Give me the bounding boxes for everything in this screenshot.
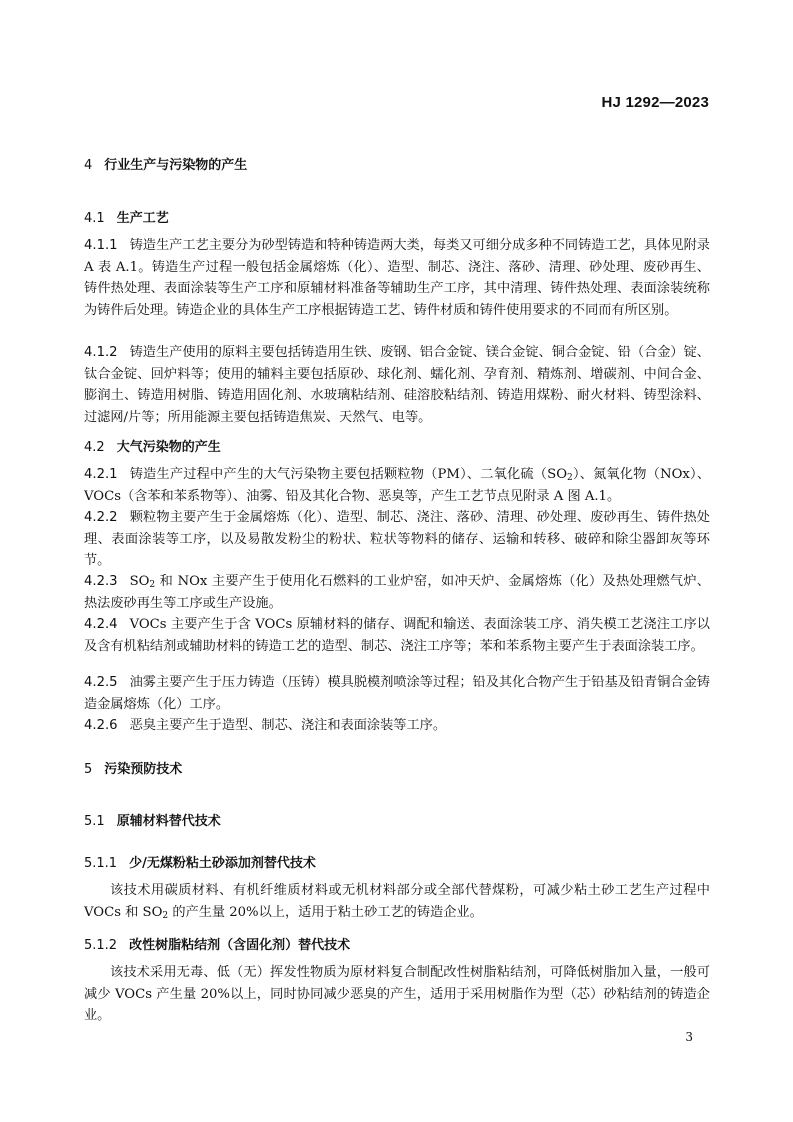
clause-text: 油雾主要产生于压力铸造（压铸）模具脱模剂喷涂等过程；铅及其化合物产生于铅基及铅青铜合金铸造金属熔炼（化）工序。 [84, 675, 710, 712]
paragraph-text-b: 的产生量 20%以上，适用于粘土砂工艺的铸造企业。 [168, 904, 483, 920]
clause-4-1-2 [84, 342, 710, 428]
section-title: 原辅材料替代技术 [116, 814, 221, 829]
section-title: 大气污染物的产生 [116, 440, 221, 455]
clause-4-1-1 [84, 235, 710, 321]
clause-number: 4.1.2 [84, 345, 118, 360]
clause-4-2-3 [84, 571, 710, 614]
page-number: 3 [685, 1030, 693, 1044]
section-4-1-heading [84, 207, 169, 226]
section-5-heading [84, 758, 182, 777]
section-number: 4 [84, 158, 93, 173]
clause-4-2-2 [84, 507, 710, 572]
clause-number: 4.2.6 [84, 718, 118, 733]
section-number: 4.2 [84, 440, 105, 455]
clause-4-2-1 [84, 464, 710, 507]
paragraph-text-a: 该技术用碳质材料、有机纤维质材料或无机材料部分或全部代替煤粉，可减少粘土砂工艺生产过程中 VOCs 和 SO [84, 883, 710, 920]
clause-text-a: SO [129, 574, 150, 589]
clause-text-a: 铸造生产过程中产生的大气污染物主要包括颗粒物（PM）、二氧化硫（SO [129, 467, 568, 482]
section-number: 4.1 [84, 211, 105, 226]
section-5-1-1-heading [84, 852, 316, 871]
section-title: 改性树脂粘结剂（含固化剂）替代技术 [129, 938, 351, 953]
clause-text-b: ）、氮氧化物（NOx）、VOCs（含苯和苯系物等）、油雾、铅及其化合物、恶臭等，产生工艺节点见附录 A 图 A.1。 [84, 467, 711, 504]
section-4-2-heading [84, 436, 221, 455]
section-number: 5.1.2 [84, 938, 118, 953]
section-4-heading [84, 154, 247, 173]
clause-4-2-4 [84, 614, 710, 657]
clause-text: VOCs 主要产生于含 VOCs 原辅材料的储存、调配和输送、表面涂装工序、消失模工艺浇注工序以及含有机粘结剂或辅助材料的铸造工艺的造型、制芯、浇注工序等；苯和苯系物主要产生于表面涂装工序。 [84, 617, 710, 654]
section-number: 5 [84, 762, 93, 777]
clause-number: 4.2.5 [84, 675, 118, 690]
paragraph-5-1-2 [84, 962, 710, 1027]
section-5-1-2-heading [84, 934, 350, 953]
section-title: 生产工艺 [116, 211, 169, 226]
paragraph-text: 该技术采用无毒、低（无）挥发性物质为原材料复合制配改性树脂粘结剂，可降低树脂加入量，一般可减少 VOCs 产生量 20%以上，同时协同减少恶臭的产生，适用于采用树脂作为型（芯）砂粘结剂的铸造企业。 [84, 965, 710, 1023]
section-title: 行业生产与污染物的产生 [104, 158, 248, 173]
clause-4-2-6 [84, 715, 710, 737]
section-title: 少/无煤粉粘土砂添加剂替代技术 [129, 856, 316, 871]
clause-text: 铸造生产使用的原料主要包括铸造用生铁、废钢、铝合金锭、镁合金锭、铜合金锭、铅（合金）锭、钛合金锭、回炉料等；使用的辅料主要包括原砂、球化剂、蠕化剂、孕育剂、精炼剂、增碳剂、中间合金、膨润土、铸造用树脂、铸造用固化剂、水玻璃粘结剂、硅溶胶粘结剂、铸造用煤粉、耐火材料、铸型涂料、过滤网/片等；所用能源主要包括铸造焦炭、天然气、电等。 [84, 345, 710, 425]
subscript: 2 [567, 473, 573, 483]
clause-text: 颗粒物主要产生于金属熔炼（化）、造型、制芯、浇注、落砂、清理、砂处理、废砂再生、铸件热处理、表面涂装等工序，以及易散发粉尘的粉状、粒状等物料的储存、运输和转移、破碎和除尘器卸灰等环节。 [84, 510, 710, 568]
section-title: 污染预防技术 [104, 762, 183, 777]
clause-number: 4.2.1 [84, 467, 118, 482]
clause-number: 4.1.1 [84, 238, 118, 253]
clause-text: 恶臭主要产生于造型、制芯、浇注和表面涂装等工序。 [129, 718, 447, 733]
paragraph-5-1-1 [84, 880, 710, 923]
section-5-1-heading [84, 810, 221, 829]
subscript: 2 [149, 580, 156, 590]
section-number: 5.1.1 [84, 856, 118, 871]
standard-code-header: HJ 1292—2023 [601, 94, 709, 111]
clause-text: 铸造生产工艺主要分为砂型铸造和特种铸造两大类，每类又可细分成多种不同铸造工艺，具体见附录 A 表 A.1。铸造生产过程一般包括金属熔炼（化）、造型、制芯、浇注、落砂、清理、砂处理、废砂再生、铸件热处理、表面涂装等生产工序和原辅材料准备等辅助生产工序，其中清理、铸件热处理、表面涂装统称为铸件后处理。铸造企业的具体生产工序根据铸造工艺、铸件材质和铸件使用要求的不同而有所区别。 [84, 238, 710, 318]
clause-text-b: 和 NOx 主要产生于使用化石燃料的工业炉窑，如冲天炉、金属熔炼（化）及热处理燃气炉、热法废砂再生等工序或生产设施。 [84, 574, 710, 611]
section-number: 5.1 [84, 814, 105, 829]
subscript: 2 [162, 910, 169, 921]
clause-number: 4.2.4 [84, 617, 118, 632]
clause-number: 4.2.2 [84, 510, 118, 525]
clause-4-2-5 [84, 672, 710, 715]
clause-number: 4.2.3 [84, 574, 118, 589]
